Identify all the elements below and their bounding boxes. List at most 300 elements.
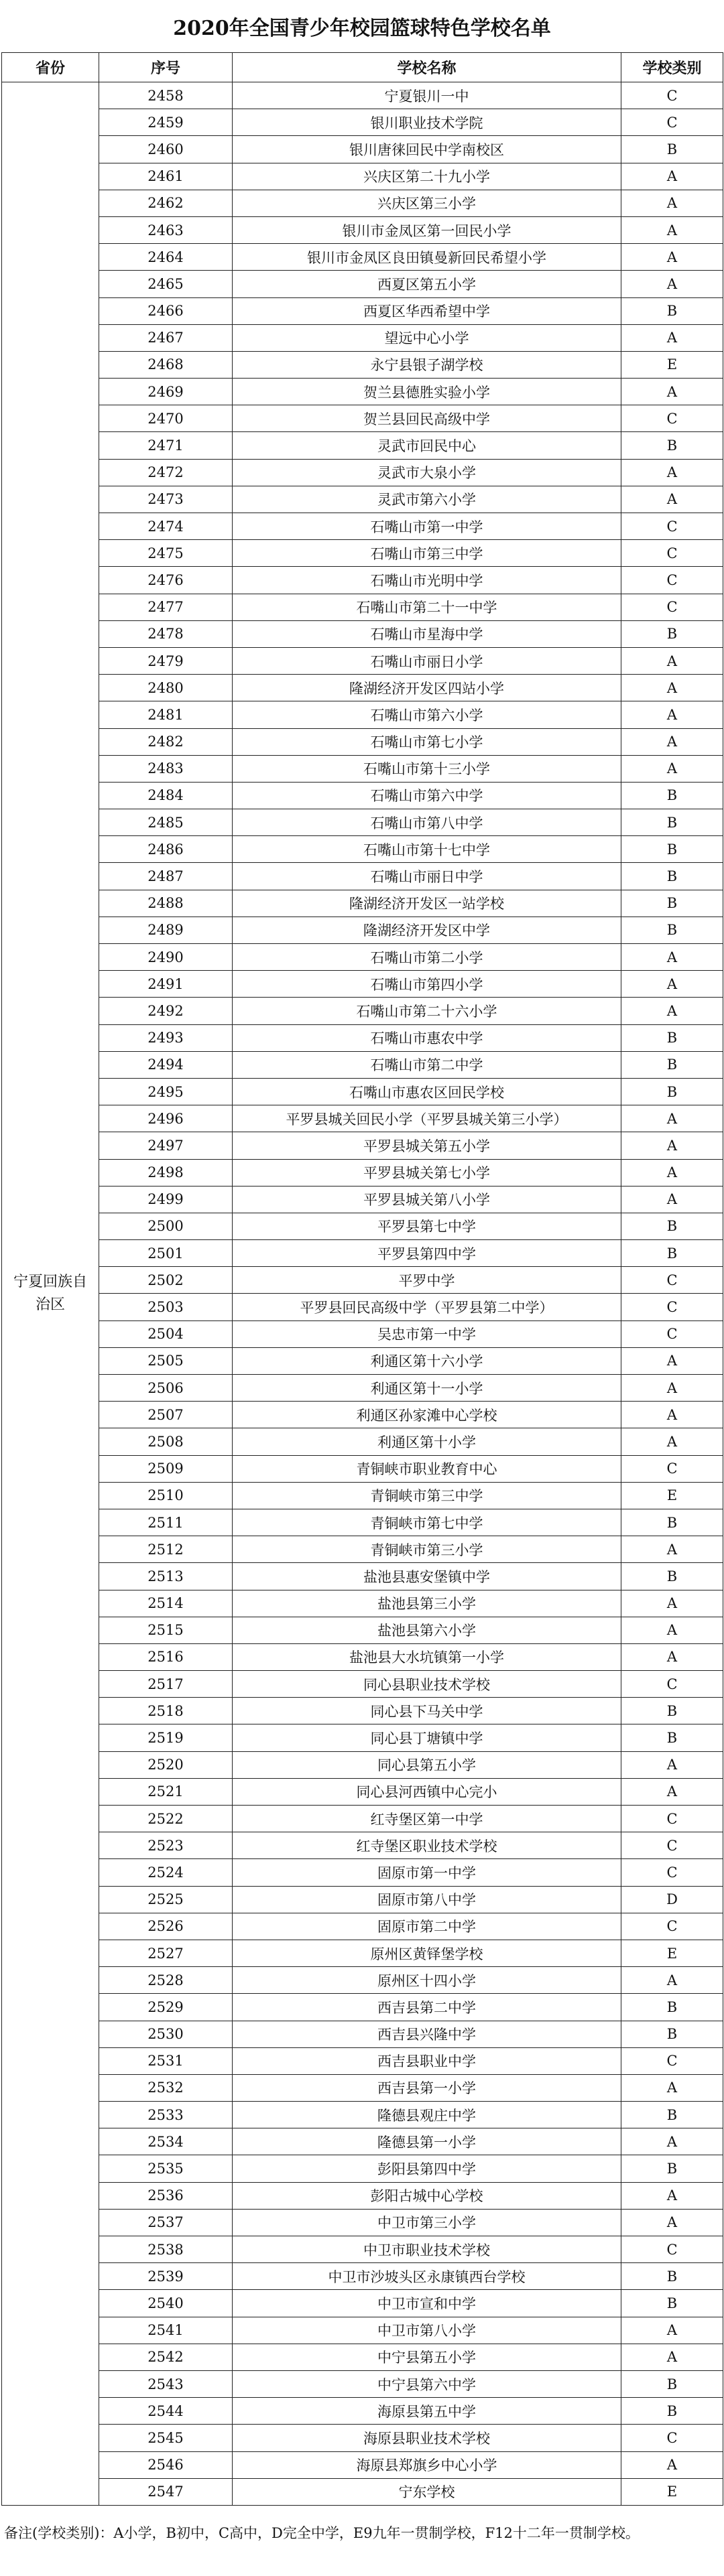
row-number: 2473 xyxy=(99,486,233,513)
row-number: 2489 xyxy=(99,917,233,943)
school-name: 平罗县第七中学 xyxy=(233,1213,621,1239)
school-category: A xyxy=(621,701,723,728)
school-name: 石嘴山市丽日中学 xyxy=(233,863,621,890)
table-row xyxy=(2,82,723,109)
school-name: 石嘴山市第六小学 xyxy=(233,701,621,728)
table-row xyxy=(2,190,723,216)
school-name: 石嘴山市惠农区回民学校 xyxy=(233,1078,621,1105)
row-number: 2540 xyxy=(99,2290,233,2317)
table-row xyxy=(2,1859,723,1886)
school-category: B xyxy=(621,2263,723,2290)
row-number: 2531 xyxy=(99,2047,233,2074)
school-category: A xyxy=(621,2344,723,2370)
school-category: A xyxy=(621,459,723,486)
row-number: 2467 xyxy=(99,324,233,351)
school-category: B xyxy=(621,1509,723,1536)
table-row xyxy=(2,917,723,943)
row-number: 2533 xyxy=(99,2102,233,2128)
school-category: B xyxy=(621,1024,723,1051)
school-category: E xyxy=(621,2478,723,2505)
row-number: 2508 xyxy=(99,1428,233,1455)
table-row xyxy=(2,513,723,540)
school-name: 海原县郑旗乡中心小学 xyxy=(233,2451,621,2478)
row-number: 2523 xyxy=(99,1832,233,1859)
school-category: A xyxy=(621,324,723,351)
school-category: A xyxy=(621,1402,723,1428)
school-name: 原州区十四小学 xyxy=(233,1967,621,1994)
table-row xyxy=(2,1536,723,1563)
school-category: C xyxy=(621,1455,723,1482)
school-category: A xyxy=(621,2182,723,2209)
table-row xyxy=(2,2074,723,2101)
row-number: 2504 xyxy=(99,1320,233,1347)
row-number: 2512 xyxy=(99,1536,233,1563)
table-row xyxy=(2,782,723,809)
school-name: 隆湖经济开发区中学 xyxy=(233,917,621,943)
school-category: A xyxy=(621,1375,723,1402)
table-row xyxy=(2,244,723,271)
table-row xyxy=(2,2155,723,2182)
school-category: A xyxy=(621,1159,723,1186)
school-name: 兴庆区第二十九小学 xyxy=(233,163,621,190)
school-name: 西吉县兴隆中学 xyxy=(233,2021,621,2047)
school-name: 平罗县第四中学 xyxy=(233,1240,621,1267)
school-name: 石嘴山市第八中学 xyxy=(233,809,621,836)
table-row xyxy=(2,459,723,486)
school-name: 贺兰县德胜实验小学 xyxy=(233,379,621,405)
table-header-row xyxy=(2,53,723,82)
school-category: A xyxy=(621,1778,723,1805)
row-number: 2490 xyxy=(99,944,233,971)
row-number: 2518 xyxy=(99,1698,233,1724)
row-number: 2493 xyxy=(99,1024,233,1051)
row-number: 2483 xyxy=(99,755,233,782)
school-name: 隆湖经济开发区四站小学 xyxy=(233,675,621,701)
school-category: C xyxy=(621,513,723,540)
table-row xyxy=(2,109,723,136)
row-number: 2506 xyxy=(99,1375,233,1402)
table-row xyxy=(2,998,723,1024)
table-row xyxy=(2,2209,723,2236)
row-number: 2501 xyxy=(99,1240,233,1267)
school-category: B xyxy=(621,890,723,917)
school-category: C xyxy=(621,1671,723,1698)
table-row xyxy=(2,1294,723,1320)
footnote: 备注(学校类别)：A小学，B初中，C高中，D完全中学，E9九年一贯制学校，F12十二年一贯制学校。 xyxy=(4,2525,640,2541)
row-number: 2505 xyxy=(99,1347,233,1374)
school-table xyxy=(1,52,723,2506)
row-number: 2479 xyxy=(99,647,233,674)
school-category: C xyxy=(621,109,723,136)
row-number: 2465 xyxy=(99,271,233,297)
table-row xyxy=(2,1051,723,1078)
table-row xyxy=(2,728,723,755)
school-category: A xyxy=(621,675,723,701)
row-number: 2529 xyxy=(99,1994,233,2021)
school-name: 盐池县第六小学 xyxy=(233,1617,621,1643)
school-name: 利通区第十小学 xyxy=(233,1428,621,1455)
school-name: 同心县第五小学 xyxy=(233,1751,621,1778)
school-category: B xyxy=(621,2370,723,2397)
row-number: 2464 xyxy=(99,244,233,271)
table-row xyxy=(2,971,723,998)
table-row xyxy=(2,1402,723,1428)
row-number: 2495 xyxy=(99,1078,233,1105)
row-number: 2499 xyxy=(99,1186,233,1213)
table-row xyxy=(2,567,723,594)
school-name: 青铜峡市第七中学 xyxy=(233,1509,621,1536)
school-category: A xyxy=(621,1105,723,1132)
school-name: 望远中心小学 xyxy=(233,324,621,351)
school-category: A xyxy=(621,2209,723,2236)
row-number: 2460 xyxy=(99,136,233,163)
school-name: 中卫市职业技术学校 xyxy=(233,2236,621,2263)
school-name: 石嘴山市第六中学 xyxy=(233,782,621,809)
school-name: 中宁县第五小学 xyxy=(233,2344,621,2370)
row-number: 2509 xyxy=(99,1455,233,1482)
school-category: C xyxy=(621,405,723,432)
row-number: 2471 xyxy=(99,432,233,459)
school-name: 平罗县回民高级中学（平罗县第二中学） xyxy=(233,1294,621,1320)
school-category: C xyxy=(621,1320,723,1347)
school-name: 利通区第十六小学 xyxy=(233,1347,621,1374)
row-number: 2546 xyxy=(99,2451,233,2478)
school-category: A xyxy=(621,190,723,216)
school-name: 宁东学校 xyxy=(233,2478,621,2505)
row-number: 2458 xyxy=(99,82,233,109)
table-row xyxy=(2,2398,723,2425)
row-number: 2475 xyxy=(99,540,233,567)
table-row xyxy=(2,809,723,836)
school-category: A xyxy=(621,1643,723,1670)
row-number: 2517 xyxy=(99,1671,233,1698)
row-number: 2496 xyxy=(99,1105,233,1132)
table-row xyxy=(2,1159,723,1186)
school-name: 西夏区第五小学 xyxy=(233,271,621,297)
row-number: 2516 xyxy=(99,1643,233,1670)
school-category: B xyxy=(621,1724,723,1751)
school-name: 海原县第五中学 xyxy=(233,2398,621,2425)
school-name: 银川职业技术学院 xyxy=(233,109,621,136)
table-row xyxy=(2,1671,723,1698)
school-name: 青铜峡市职业教育中心 xyxy=(233,1455,621,1482)
school-name: 石嘴山市惠农中学 xyxy=(233,1024,621,1051)
school-name: 宁夏银川一中 xyxy=(233,82,621,109)
table-row xyxy=(2,1724,723,1751)
row-number: 2492 xyxy=(99,998,233,1024)
row-number: 2462 xyxy=(99,190,233,216)
school-name: 盐池县第三小学 xyxy=(233,1590,621,1617)
school-category: B xyxy=(621,1240,723,1267)
header-province: 省份 xyxy=(2,53,99,82)
school-category: B xyxy=(621,917,723,943)
table-row xyxy=(2,2425,723,2451)
school-name: 石嘴山市第二小学 xyxy=(233,944,621,971)
table-row xyxy=(2,216,723,243)
school-name: 石嘴山市第二十六小学 xyxy=(233,998,621,1024)
table-row xyxy=(2,620,723,647)
school-category: B xyxy=(621,782,723,809)
school-name: 固原市第二中学 xyxy=(233,1913,621,1940)
row-number: 2497 xyxy=(99,1132,233,1159)
table-row xyxy=(2,1751,723,1778)
row-number: 2486 xyxy=(99,836,233,863)
row-number: 2539 xyxy=(99,2263,233,2290)
table-row xyxy=(2,1455,723,1482)
school-category: C xyxy=(621,2047,723,2074)
row-number: 2510 xyxy=(99,1482,233,1509)
school-category: A xyxy=(621,163,723,190)
table-row xyxy=(2,1967,723,1994)
school-category: A xyxy=(621,1132,723,1159)
table-row xyxy=(2,594,723,620)
school-category: B xyxy=(621,432,723,459)
school-category: A xyxy=(621,647,723,674)
table-row xyxy=(2,701,723,728)
school-name: 灵武市大泉小学 xyxy=(233,459,621,486)
school-category: C xyxy=(621,1294,723,1320)
school-category: A xyxy=(621,486,723,513)
table-row xyxy=(2,2236,723,2263)
school-category: A xyxy=(621,1590,723,1617)
school-category: A xyxy=(621,1967,723,1994)
row-number: 2482 xyxy=(99,728,233,755)
row-number: 2477 xyxy=(99,594,233,620)
row-number: 2513 xyxy=(99,1563,233,1590)
row-number: 2542 xyxy=(99,2344,233,2370)
school-category: A xyxy=(621,1751,723,1778)
school-category: B xyxy=(621,2398,723,2425)
row-number: 2524 xyxy=(99,1859,233,1886)
table-row xyxy=(2,2290,723,2317)
table-row xyxy=(2,2317,723,2344)
table-row xyxy=(2,1913,723,1940)
row-number: 2534 xyxy=(99,2128,233,2155)
school-category: C xyxy=(621,1267,723,1294)
row-number: 2544 xyxy=(99,2398,233,2425)
school-name: 盐池县惠安堡镇中学 xyxy=(233,1563,621,1590)
table-row xyxy=(2,863,723,890)
school-name: 隆德县观庄中学 xyxy=(233,2102,621,2128)
row-number: 2525 xyxy=(99,1886,233,1913)
table-row xyxy=(2,1428,723,1455)
school-name: 石嘴山市第十三小学 xyxy=(233,755,621,782)
school-category: A xyxy=(621,1347,723,1374)
table-row xyxy=(2,755,723,782)
school-name: 石嘴山市星海中学 xyxy=(233,620,621,647)
table-row xyxy=(2,1509,723,1536)
row-number: 2480 xyxy=(99,675,233,701)
table-row xyxy=(2,1320,723,1347)
school-category: A xyxy=(621,244,723,271)
school-name: 石嘴山市第七小学 xyxy=(233,728,621,755)
school-category: B xyxy=(621,809,723,836)
table-row xyxy=(2,1482,723,1509)
row-number: 2484 xyxy=(99,782,233,809)
table-row xyxy=(2,2344,723,2370)
school-category: B xyxy=(621,836,723,863)
school-name: 西吉县职业中学 xyxy=(233,2047,621,2074)
table-row xyxy=(2,1940,723,1966)
table-row xyxy=(2,1563,723,1590)
table-row xyxy=(2,675,723,701)
school-category: A xyxy=(621,2074,723,2101)
school-name: 利通区第十一小学 xyxy=(233,1375,621,1402)
school-category: B xyxy=(621,1563,723,1590)
school-name: 永宁县银子湖学校 xyxy=(233,351,621,378)
row-number: 2515 xyxy=(99,1617,233,1643)
row-number: 2459 xyxy=(99,109,233,136)
table-row xyxy=(2,1375,723,1402)
school-name: 中宁县第六中学 xyxy=(233,2370,621,2397)
table-row xyxy=(2,379,723,405)
school-name: 吴忠市第一中学 xyxy=(233,1320,621,1347)
school-category: A xyxy=(621,1536,723,1563)
school-name: 平罗县城关第八小学 xyxy=(233,1186,621,1213)
school-name: 红寺堡区职业技术学校 xyxy=(233,1832,621,1859)
school-category: B xyxy=(621,1051,723,1078)
school-category: A xyxy=(621,755,723,782)
school-category: C xyxy=(621,1832,723,1859)
school-name: 隆湖经济开发区一站学校 xyxy=(233,890,621,917)
table-row xyxy=(2,1186,723,1213)
row-number: 2503 xyxy=(99,1294,233,1320)
school-name: 平罗县城关第五小学 xyxy=(233,1132,621,1159)
school-category: A xyxy=(621,1428,723,1455)
school-category: B xyxy=(621,1994,723,2021)
row-number: 2500 xyxy=(99,1213,233,1239)
school-name: 利通区孙家滩中心学校 xyxy=(233,1402,621,1428)
table-row xyxy=(2,1132,723,1159)
table-row xyxy=(2,1806,723,1832)
table-row xyxy=(2,1240,723,1267)
school-category: A xyxy=(621,1617,723,1643)
school-category: B xyxy=(621,136,723,163)
school-category: A xyxy=(621,944,723,971)
school-category: A xyxy=(621,2451,723,2478)
row-number: 2511 xyxy=(99,1509,233,1536)
table-row xyxy=(2,2128,723,2155)
table-row xyxy=(2,1267,723,1294)
row-number: 2520 xyxy=(99,1751,233,1778)
table-row xyxy=(2,2047,723,2074)
table-row xyxy=(2,2478,723,2505)
school-name: 同心县丁塘镇中学 xyxy=(233,1724,621,1751)
school-name: 彭阳县第四中学 xyxy=(233,2155,621,2182)
row-number: 2547 xyxy=(99,2478,233,2505)
school-name: 平罗县城关回民小学（平罗县城关第三小学） xyxy=(233,1105,621,1132)
row-number: 2535 xyxy=(99,2155,233,2182)
school-name: 青铜峡市第三中学 xyxy=(233,1482,621,1509)
row-number: 2476 xyxy=(99,567,233,594)
school-category: D xyxy=(621,1886,723,1913)
table-row xyxy=(2,836,723,863)
school-category: E xyxy=(621,1482,723,1509)
row-number: 2474 xyxy=(99,513,233,540)
header-number: 序号 xyxy=(99,53,233,82)
school-name: 石嘴山市第十七中学 xyxy=(233,836,621,863)
school-name: 中卫市第八小学 xyxy=(233,2317,621,2344)
school-name: 石嘴山市光明中学 xyxy=(233,567,621,594)
row-number: 2469 xyxy=(99,379,233,405)
table-row xyxy=(2,1886,723,1913)
school-category: B xyxy=(621,297,723,324)
row-number: 2522 xyxy=(99,1806,233,1832)
school-name: 中卫市宣和中学 xyxy=(233,2290,621,2317)
school-name: 海原县职业技术学校 xyxy=(233,2425,621,2451)
table-row xyxy=(2,540,723,567)
school-name: 石嘴山市第二十一中学 xyxy=(233,594,621,620)
school-category: C xyxy=(621,594,723,620)
school-name: 灵武市回民中心 xyxy=(233,432,621,459)
school-name: 西吉县第二中学 xyxy=(233,1994,621,2021)
table-row xyxy=(2,2451,723,2478)
school-name: 石嘴山市丽日小学 xyxy=(233,647,621,674)
table-row xyxy=(2,297,723,324)
school-name: 银川唐徕回民中学南校区 xyxy=(233,136,621,163)
province-cell: 宁夏回族自治区 xyxy=(2,82,99,2506)
table-row xyxy=(2,271,723,297)
table-row xyxy=(2,1590,723,1617)
school-name: 青铜峡市第三小学 xyxy=(233,1536,621,1563)
table-row xyxy=(2,1213,723,1239)
table-row xyxy=(2,1778,723,1805)
school-name: 同心县河西镇中心完小 xyxy=(233,1778,621,1805)
table-row xyxy=(2,351,723,378)
school-name: 石嘴山市第四小学 xyxy=(233,971,621,998)
school-category: C xyxy=(621,1806,723,1832)
school-category: A xyxy=(621,271,723,297)
table-row xyxy=(2,1643,723,1670)
row-number: 2463 xyxy=(99,216,233,243)
school-category: C xyxy=(621,82,723,109)
table-row xyxy=(2,1617,723,1643)
row-number: 2528 xyxy=(99,1967,233,1994)
table-row xyxy=(2,2021,723,2047)
row-number: 2532 xyxy=(99,2074,233,2101)
school-category: E xyxy=(621,351,723,378)
table-row xyxy=(2,1347,723,1374)
school-name: 石嘴山市第二中学 xyxy=(233,1051,621,1078)
school-category: B xyxy=(621,2021,723,2047)
school-name: 平罗县城关第七小学 xyxy=(233,1159,621,1186)
row-number: 2468 xyxy=(99,351,233,378)
table-row xyxy=(2,1024,723,1051)
table-row xyxy=(2,405,723,432)
header-school-name: 学校名称 xyxy=(233,53,621,82)
school-category: A xyxy=(621,2317,723,2344)
school-name: 同心县下马关中学 xyxy=(233,1698,621,1724)
school-category: A xyxy=(621,998,723,1024)
table-row xyxy=(2,647,723,674)
school-name: 西吉县第一小学 xyxy=(233,2074,621,2101)
row-number: 2491 xyxy=(99,971,233,998)
school-category: A xyxy=(621,379,723,405)
table-row xyxy=(2,2370,723,2397)
school-name: 西夏区华西希望中学 xyxy=(233,297,621,324)
row-number: 2472 xyxy=(99,459,233,486)
school-category: B xyxy=(621,1213,723,1239)
school-name: 平罗中学 xyxy=(233,1267,621,1294)
row-number: 2487 xyxy=(99,863,233,890)
school-name: 隆德县第一小学 xyxy=(233,2128,621,2155)
row-number: 2514 xyxy=(99,1590,233,1617)
row-number: 2507 xyxy=(99,1402,233,1428)
table-row xyxy=(2,136,723,163)
school-category: C xyxy=(621,540,723,567)
row-number: 2521 xyxy=(99,1778,233,1805)
school-category: A xyxy=(621,1186,723,1213)
